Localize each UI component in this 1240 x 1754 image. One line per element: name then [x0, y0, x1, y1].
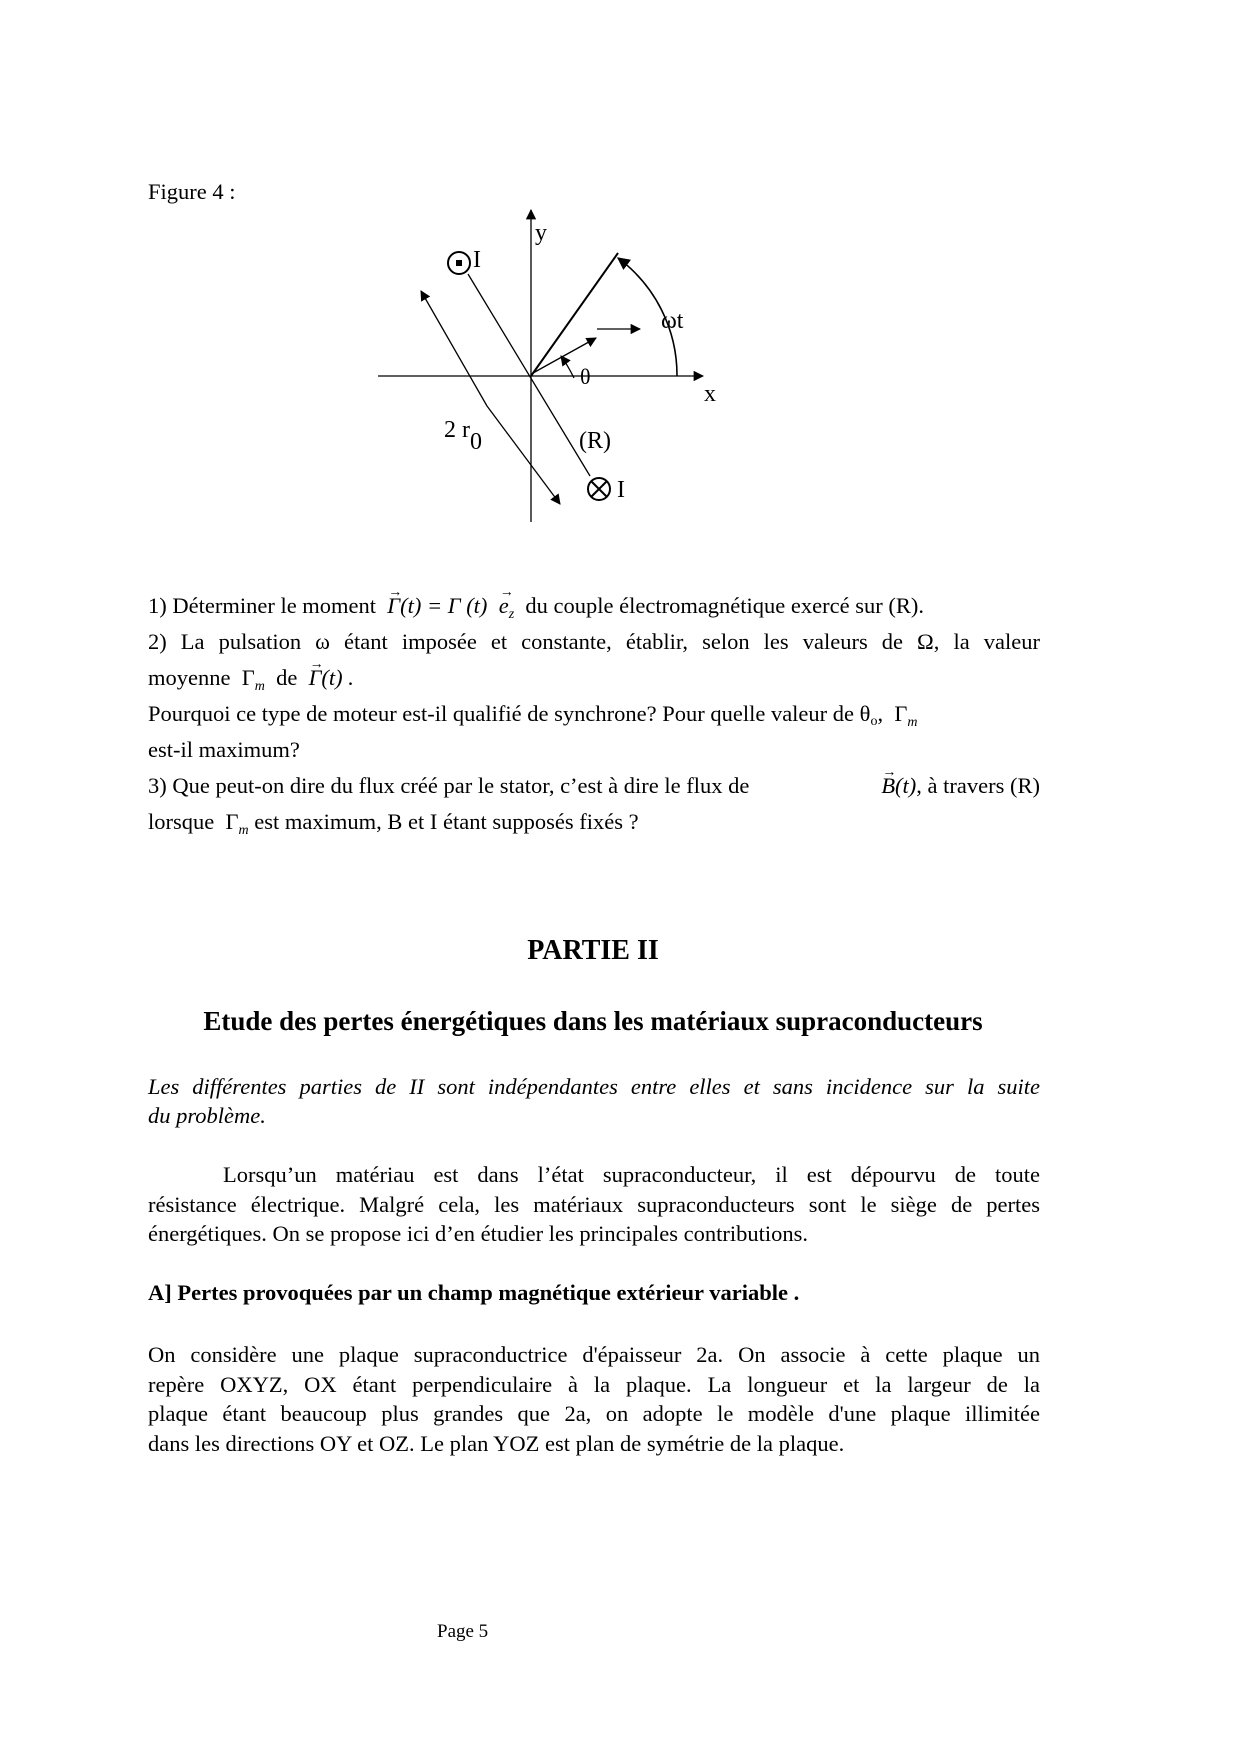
ez-vector: → e	[499, 590, 509, 622]
part-note: Les différentes parties de II sont indépendantes entre elles et sans incidence sur la suite du problème.	[148, 1074, 1040, 1128]
field-line	[531, 253, 618, 376]
question-3-line-2: lorsque $\Gamma_m$ est maximum, B et I étant supposés fixés ?	[148, 809, 639, 838]
question-2-line-1: 2) La pulsation ω étant imposée et constante, établir, selon les valeurs de Ω, la valeur	[148, 629, 1040, 654]
diameter-arrow-up	[421, 291, 487, 406]
section-a-heading: A] Pertes provoquées par un champ magnétique extérieur variable .	[148, 1280, 800, 1305]
body-paragraph: On considère une plaque supraconductrice d'épaisseur 2a. On associe à cette plaque un repère OXYZ, OX étant perpendiculaire à la plaque. La longueur et la largeur de la plaque étant beaucoup plus grandes que 2a, on adopte le modèle d'une plaque illimitée dans les directions OY et OZ. Le plan YOZ est plan de symétrie de la plaque.	[148, 1342, 1040, 1456]
intro-paragraph: Lorsqu’un matériau est dans l’état supraconducteur, il est dépourvu de toute résistance électrique. Malgré cela, les matériaux supraconducteurs sont le siège de pertes énergétiques. On se propose ici d’en étudier les principales contributions.	[148, 1162, 1040, 1246]
current-in-icon	[588, 478, 610, 500]
label-omega-t: ωt	[661, 308, 684, 334]
label-I-bottom: I	[617, 477, 625, 503]
figure-caption: Figure 4 :	[148, 179, 236, 204]
question-2-line-4: est-il maximum?	[148, 737, 300, 762]
question-2-line-3: Pourquoi ce type de moteur est-il qualifié de synchrone? Pour quelle valeur de $\theta_o$, $\Gamma_m$	[148, 701, 918, 730]
theta-arc	[561, 356, 574, 378]
question-2-line-2: moyenne $\Gamma_m$ de → Γ(t) .	[148, 662, 1040, 703]
label-I-top: I	[473, 247, 481, 273]
label-R: (R)	[579, 428, 611, 454]
label-2r-sub: 0	[470, 429, 482, 455]
current-out-icon	[448, 252, 470, 274]
label-theta: θ	[580, 364, 591, 389]
part-title: PARTIE II	[527, 935, 659, 966]
label-2r: 2 r	[444, 417, 470, 443]
figure-4-diagram	[360, 200, 740, 530]
gamma-vector: → Γ(t) = Γ (t)	[387, 593, 487, 618]
loop-line	[468, 274, 590, 476]
diameter-arrow-down	[487, 406, 560, 504]
question-1: 1) Déterminer le moment → Γ(t) = Γ $(t) \to e_z$ du couple électromagnétique exercé sur (R).	[148, 590, 1040, 631]
question-3-line-1: 3) Que peut-on dire du flux créé par le stator, c’est à dire le flux de → B(t), à travers (R)	[148, 770, 1040, 802]
part-subtitle: Etude des pertes énergétiques dans les matériaux supraconducteurs	[203, 1006, 983, 1036]
label-x: x	[704, 381, 716, 407]
label-y: y	[535, 220, 547, 246]
page-number: Page 5	[437, 1621, 489, 1642]
